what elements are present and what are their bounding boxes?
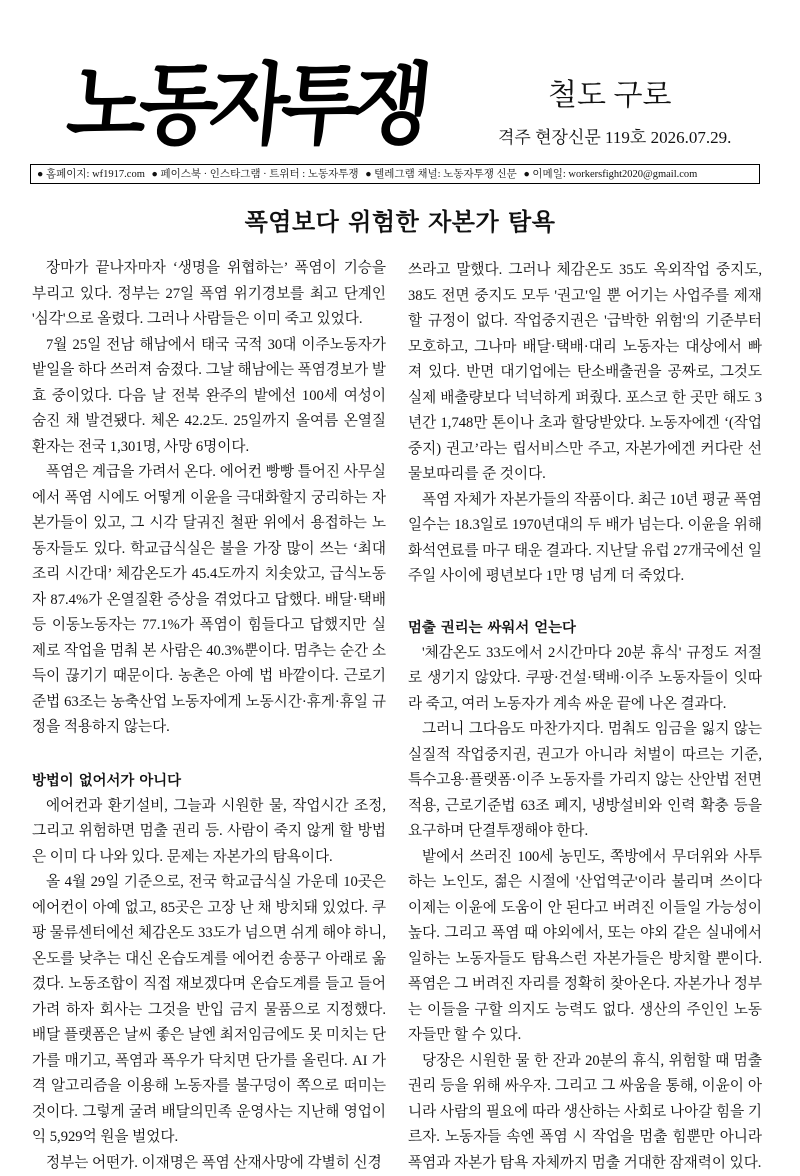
paragraph: 당장은 시원한 물 한 잔과 20분의 휴식, 위험할 때 멈출 권리 등을 위해 싸우자. 그리고 그 싸움을 통해, 이윤이 아니라 사람의 필요에 따라 생산하는 사회로 나아갈 힘을 기르자. 노동자들 속엔 폭염 시 작업을 멈출 힘뿐만 아니라 폭염과 자본가 탐욕 자체까지 멈출 거대한 잠재력이 있다. <box>408 1049 762 1176</box>
paragraph: 올 4월 29일 기준으로, 전국 학교급식실 가운데 10곳은 에어컨이 아예 없고, 85곳은 고장 난 채 방치돼 있었다. 쿠팡 물류센터에선 체감온도 33도가 넘으면 쉬게 해야 하니, 온도를 낮추는 대신 온습도계를 에어컨 송풍구 아래로 옮겼다. 노동조합이 직접 재보겠다며 온습도계를 들고 들어가려 하자 회사는 그것을 반입 금지 물품으로 지정했다. 배달 플랫폼은 날씨 좋은 날엔 최저임금에도 못 미치는 단가를 매기고, 폭염과 폭우가 닥치면 단가를 올린다. AI 가격 알고리즘을 이용해 노동자를 불구덩이 쪽으로 떠미는 것이다. 그렇게 굴려 배달의민족 운영사는 지난해 영업이익 5,929억 원을 벌었다. <box>32 870 386 1151</box>
contact-homepage[interactable]: ● 홈페이지: wf1917.com <box>37 169 145 180</box>
section-heading: 멈출 권리는 싸워서 얻는다 <box>408 615 762 641</box>
paragraph: '체감온도 33도에서 2시간마다 20분 휴식' 규정도 저절로 생기지 않았다. 쿠팡·건설·택배·이주 노동자들이 잇따라 죽고, 여러 노동자가 계속 싸운 끝에 나온 결과다. <box>408 641 762 718</box>
paragraph: 밭에서 쓰러진 100세 농민도, 쪽방에서 무더위와 사투하는 노인도, 젊은 시절에 '산업역군'이라 불리며 쓰이다 이제는 이윤에 도움이 안 된다고 버려진 이들일 가능성이 높다. 그리고 폭염 때 야외에서, 또는 야외 같은 실내에서 일하는 노동자들도 탐욕스런 자본가들은 방치할 뿐이다. 폭염은 그 버려진 자리를 정확히 찾아온다. 자본가나 정부는 이들을 구할 의지도 능력도 없다. 생산의 주인인 노동자들만 할 수 있다. <box>408 845 762 1049</box>
newspaper-logo: 노동자투쟁 <box>63 62 428 151</box>
paragraph: 그러니 그다음도 마찬가지다. 멈춰도 임금을 잃지 않는 실질적 작업중지권, 권고가 아니라 처벌이 따르는 기준, 특수고용·플랫폼·이주 노동자를 가리지 않는 산안법 전면 적용, 근로기준법 63조 폐지, 냉방설비와 인력 확충 등을 요구하며 단결투쟁해야 한다. <box>408 717 762 845</box>
article-column-right <box>408 258 762 1176</box>
contact-email[interactable]: ● 이메일: workersfight2020@gmail.com <box>523 169 697 180</box>
issue-info: 격주 현장신문 119호 2026.07.29. <box>498 123 731 148</box>
paragraph: 정부는 어떤가. 이재명은 폭염 산재사망에 각별히 신경 <box>32 1151 386 1176</box>
paragraph: 폭염 자체가 자본가들의 작품이다. 최근 10년 평균 폭염일수는 18.3일로 1970년대의 두 배가 넘는다. 이윤을 위해 화석연료를 마구 태운 결과다. 지난달 유럽 27개국에선 일주일 사이에 평년보다 1만 명 넘게 더 죽었다. <box>408 488 762 590</box>
contact-telegram[interactable]: ● 텔레그램 채널: 노동자투쟁 신문 <box>365 169 517 180</box>
contact-social[interactable]: ● 페이스북 · 인스타그램 · 트위터 : 노동자투쟁 <box>152 169 359 180</box>
edition-label: 철도 구로 <box>548 70 671 114</box>
paragraph: 에어컨과 환기설비, 그늘과 시원한 물, 작업시간 조정, 그리고 위험하면 멈출 권리 등. 사람이 죽지 않게 할 방법은 이미 다 나와 있다. 문제는 자본가의 탐욕이다. <box>32 794 386 871</box>
article-column-left <box>32 256 386 1176</box>
article-headline: 폭염보다 위험한 자본가 탐욕 <box>0 202 800 237</box>
paragraph: 폭염은 계급을 가려서 온다. 에어컨 빵빵 틀어진 사무실에서 폭염 시에도 어떻게 이윤을 극대화할지 궁리하는 자본가들이 있고, 그 시각 달궈진 철판 위에서 용접하는 노동자들도 있다. 학교급식실은 불을 가장 많이 쓰는 ‘최대 조리 시간대’ 체감온도가 45.4도까지 치솟았고, 급식노동자 87.4%가 온열질환 증상을 겪었다고 답했다. 배달·택배 등 이동노동자는 77.1%가 폭염이 힘들다고 답했지만 실제로 작업을 멈춰 본 사람은 40.3%뿐이다. 멈추는 순간 소득이 끊기기 때문이다. 농촌은 아예 법 바깥이다. 근로기준법 63조는 농축산업 노동자에게 노동시간·휴게·휴일 규정을 적용하지 않는다. <box>32 460 386 741</box>
masthead <box>0 0 800 160</box>
paragraph: 장마가 끝나자마자 ‘생명을 위협하는’ 폭염이 기승을 부리고 있다. 정부는 27일 폭염 위기경보를 최고 단계인 '심각'으로 올렸다. 그러나 사람들은 이미 죽고 있었다. <box>32 256 386 333</box>
paragraph: 7월 25일 전남 해남에서 태국 국적 30대 이주노동자가 밭일을 하다 쓰러져 숨졌다. 그날 해남에는 폭염경보가 발효 중이었다. 다음 날 전북 완주의 밭에선 100세 여성이 숨진 채 발견됐다. 체온 42.2도. 25일까지 올여름 온열질환자는 전국 1,301명, 사망 6명이다. <box>32 333 386 461</box>
section-heading: 방법이 없어서가 아니다 <box>32 768 386 794</box>
contact-bar <box>30 164 760 184</box>
paragraph: 쓰라고 말했다. 그러나 체감온도 35도 옥외작업 중지도, 38도 전면 중지도 모두 '권고'일 뿐 어기는 사업주를 제재할 규정이 없다. 작업중지권은 '급박한 위험'의 기준부터 모호하고, 그나마 배달·택배·대리 노동자는 대상에서 빠져 있다. 반면 대기업에는 탄소배출권을 공짜로, 그것도 실제 배출량보다 넉넉하게 퍼줬다. 포스코 한 곳만 해도 3년간 1,748만 톤이나 초과 할당받았다. 노동자에겐 ‘(작업중지) 권고’라는 립서비스만 주고, 자본가에겐 커다란 선물보따리를 준 것이다. <box>408 258 762 488</box>
